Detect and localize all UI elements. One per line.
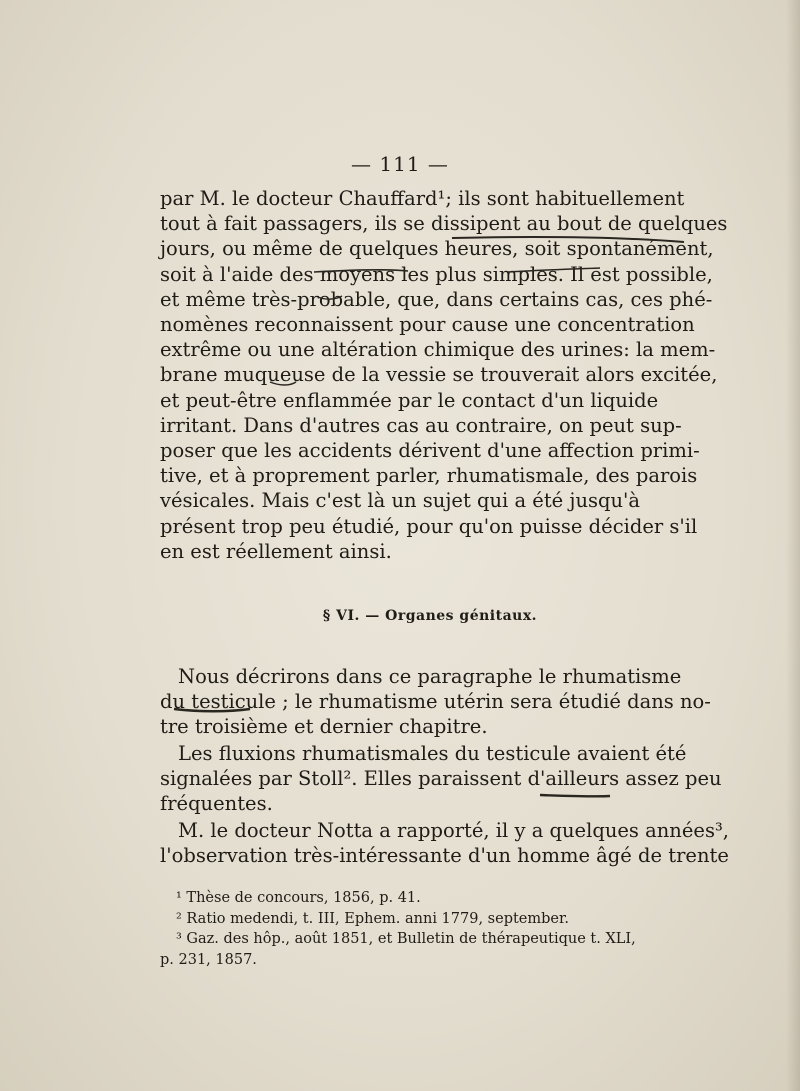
footnotes <box>160 888 636 970</box>
text-line: poser que les accidents dérivent d'une affection primi- <box>160 439 700 463</box>
text-line: par M. le docteur Chauffard¹; ils sont habituellement <box>160 187 685 210</box>
text-line: extrême ou une altération chimique des urines: la mem- <box>160 338 716 362</box>
footnote: p. 231, 1857. <box>160 951 257 968</box>
text-line: jours, ou même de quelques heures, soit spontanément, <box>160 237 714 261</box>
text-line: tout à fait passagers, ils se dissipent au bout de quelques <box>160 212 728 236</box>
footnote: ³ Gaz. des hôp., août 1851, et Bulletin de thérapeutique t. XLI, <box>176 931 636 947</box>
text-line: vésicales. Mais c'est là un sujet qui a été jusqu'à <box>160 489 641 513</box>
page-number: — 111 — <box>351 152 449 176</box>
text-line: tre troisième et dernier chapitre. <box>160 715 488 739</box>
text-line: et même très-probable, que, dans certains cas, ces phé- <box>160 287 713 311</box>
text-line: l'observation très-intéressante d'un homme âgé de trente <box>160 844 729 868</box>
section-heading: § VI. — Organes génitaux. <box>322 608 538 624</box>
text-line: M. le docteur Notta a rapporté, il y a quelques années³, <box>178 819 729 842</box>
footnote: ² Ratio medendi, t. III, Ephem. anni 1779, september. <box>176 910 569 927</box>
text-line: nomènes reconnaissent pour cause une concentration <box>160 313 695 337</box>
paragraph-chauffard <box>160 186 728 564</box>
text-line: et peut-être enflammée par le contact d'un liquide <box>160 388 659 412</box>
text-line: irritant. Dans d'autres cas au contraire, on peut sup- <box>160 413 682 437</box>
text-line: du testicule ; le rhumatisme utérin sera étudié dans no- <box>160 690 711 714</box>
text-line: soit à l'aide des moyens les plus simples. Il est possible, <box>160 262 713 286</box>
text-line: signalées par Stoll². Elles paraissent d'ailleurs assez peu <box>160 767 722 791</box>
paragraph-stoll <box>160 741 722 817</box>
paragraph-testicule <box>160 664 711 740</box>
text-line: brane muqueuse de la vessie se trouverait alors excitée, <box>160 363 718 387</box>
text-line: Nous décrirons dans ce paragraphe le rhumatisme <box>178 665 682 688</box>
text-line: fréquentes. <box>160 792 273 816</box>
text-line: tive, et à proprement parler, rhumatismale, des parois <box>160 464 698 488</box>
text-line: Les fluxions rhumatismales du testicule avaient été <box>178 742 687 765</box>
footnote: ¹ Thèse de concours, 1856, p. 41. <box>176 890 421 906</box>
text-line: en est réellement ainsi. <box>160 539 392 563</box>
text-line: présent trop peu étudié, pour qu'on puisse décider s'il <box>160 514 698 538</box>
paragraph-notta <box>160 818 729 868</box>
